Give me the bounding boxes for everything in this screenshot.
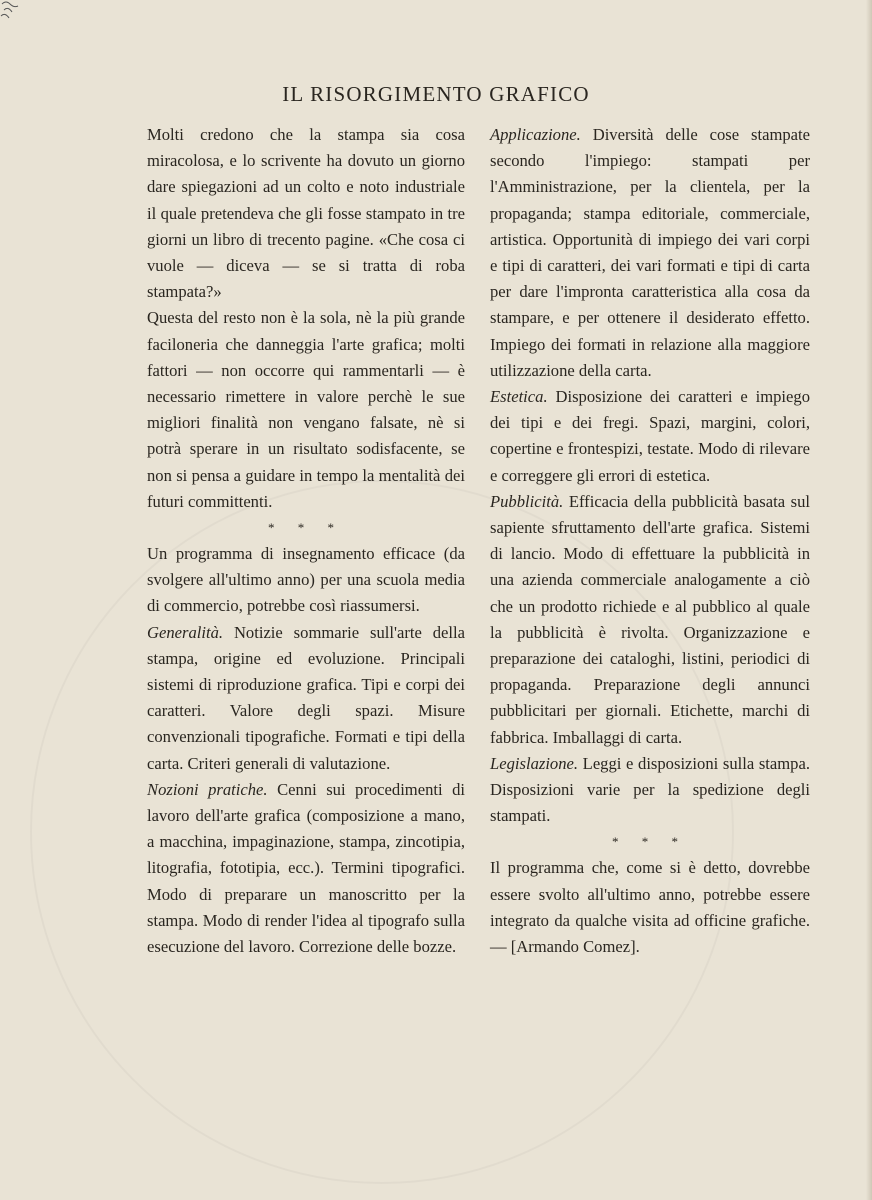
page-edge	[866, 0, 872, 1200]
section-separator: * * *	[268, 520, 344, 536]
paragraph: Il programma che, come si è detto, dovrebbe essere svolto all'ultimo anno, potrebbe essere integrato da qualche visita ad officine grafiche. — [Armando Comez].	[490, 858, 810, 957]
section-text: Efficacia della pubblicità basata sul sapiente sfruttamento dell'arte grafica. Sistemi di lancio. Modo di effettuare la pubblicità in una azienda commerciale analogamente a ciò che un prodotto richiede e al pubblico al quale la pubblicità è rivolta. Organizzazione e preparazione dei cataloghi, listini, periodici di propaganda. Preparazione degli annunci pubblicitari per giornali. Etichette, marchi di fabbrica. Imballaggi di carta.	[490, 491, 810, 747]
section-title: Pubblicità.	[490, 491, 564, 511]
section-separator: * * *	[612, 834, 688, 850]
paragraph	[490, 384, 810, 489]
section-text: Notizie sommarie sull'arte della stampa, origine ed evoluzione. Principali sistemi di riproduzione grafica. Tipi e corpi dei caratteri. Valore degli spazi. Misure convenzionali tipografiche. Formati e tipi della carta. Criteri generali di valutazione.	[147, 622, 465, 773]
page-header: IL RISORGIMENTO GRAFICO	[282, 82, 590, 106]
paragraph	[147, 620, 465, 777]
section-text: Leggi e disposizioni sulla stampa. Disposizioni varie per la spedizione degli stampati.	[490, 753, 810, 826]
section-title: Generalità.	[147, 622, 224, 642]
paragraph: Questa del resto non è la sola, nè la più grande faciloneria che danneggia l'arte grafica; molti fattori — non occorre qui rammentarli — è necessario rimettere in valore perchè le sue migliori finalità non vengano falsate, nè si potrà sperare in un risultato sodisfacente, se non si pensa a guidare in tempo la mentalità dei futuri committenti.	[147, 308, 465, 511]
right-column	[490, 122, 810, 960]
paragraph	[490, 751, 810, 830]
paragraph	[147, 777, 465, 960]
left-column	[147, 122, 465, 960]
section-text: Diversità delle cose stampate secondo l'impiego: stampati per l'Amministrazione, per la clientela, per la propaganda; stampa editoriale, commerciale, artistica. Opportunità di impiego dei vari corpi e tipi di caratteri, dei vari formati e tipi di carta per dare l'impronta caratteristica alla cosa da stampare, e per ottenere il desiderato effetto. Impiego dei formati in relazione alla maggiore utilizzazione della carta.	[490, 125, 810, 380]
paragraph	[490, 122, 810, 384]
section-title: Estetica.	[490, 387, 548, 407]
section-title: Legislazione.	[490, 753, 579, 773]
section-text: Disposizione dei caratteri e impiego dei tipi e dei fregi. Spazi, margini, colori, copertine e frontespizi, testate. Modo di rilevare e correggere gli errori di estetica.	[490, 387, 810, 485]
section-text: Cenni sui procedimenti di lavoro dell'arte grafica (composizione a mano, a macchina, impaginazione, stampa, zincotipia, litografia, fototipia, ecc.). Termini tipografici. Modo di preparare un manoscritto per la stampa. Modo di render l'idea al tipografo sulla esecuzione del lavoro. Correzione delle bozze.	[147, 779, 465, 957]
paragraph: Un programma di insegnamento efficace (da svolgere all'ultimo anno) per una scuola media di commercio, potrebbe così riassumersi.	[147, 544, 465, 616]
section-title: Applicazione.	[490, 125, 581, 144]
paragraph	[490, 489, 810, 751]
corner-scribble-icon	[0, 0, 24, 22]
paragraph: Molti credono che la stampa sia cosa miracolosa, e lo scrivente ha dovuto un giorno dare spiegazioni ad un colto e noto industriale il quale pretendeva che gli fosse stampato in tre giorni un libro di trecento pagine. «Che cosa ci vuole — diceva — se si tratta di roba stampata?»	[147, 125, 465, 302]
section-title: Nozioni pratiche.	[147, 779, 268, 799]
